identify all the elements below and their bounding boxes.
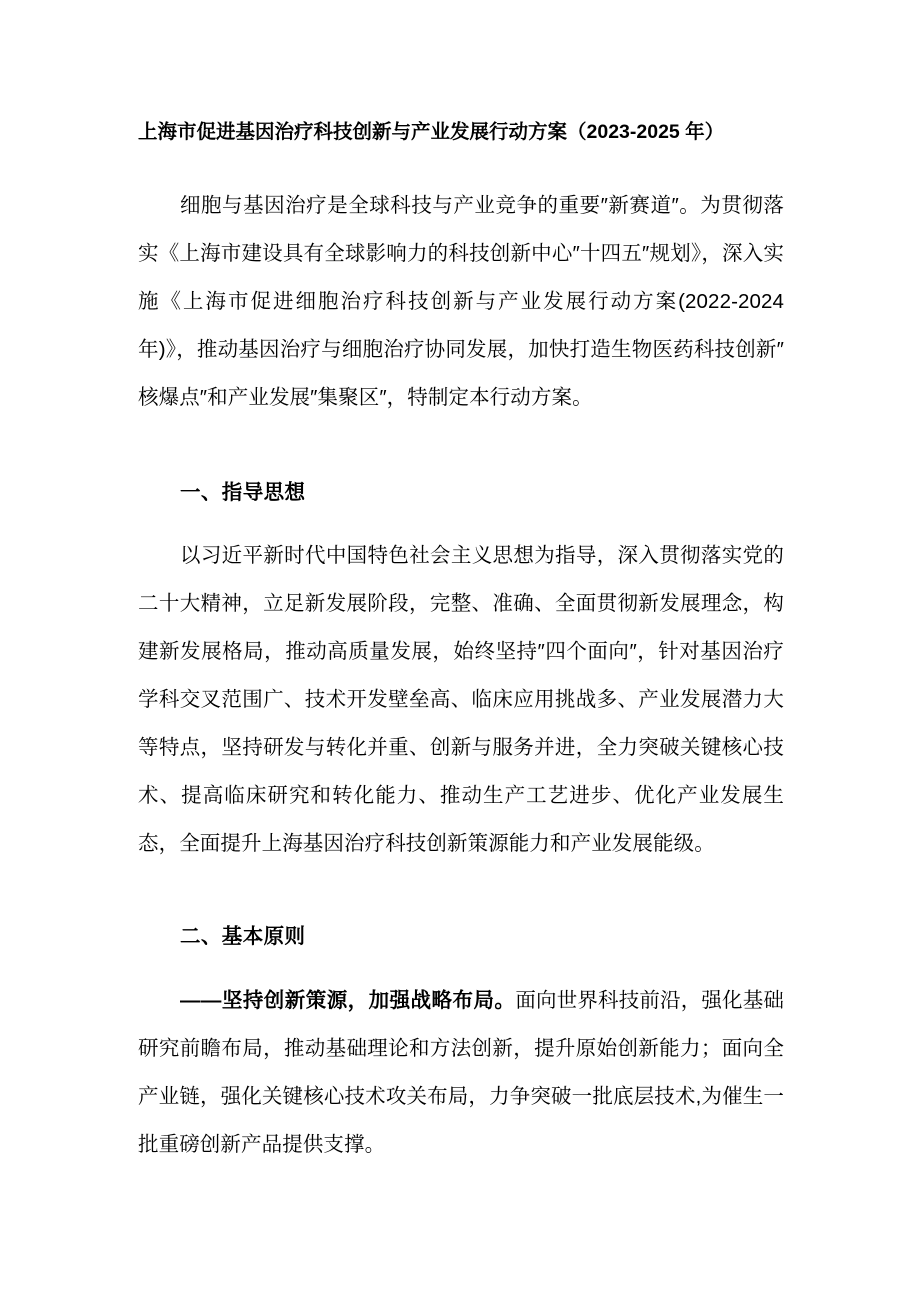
section-heading-basic-principles: 二、基本原则 [180,925,306,948]
spacer [138,961,784,977]
document-body [138,118,784,1169]
principle-paragraph-innovation-source [138,977,784,1169]
spacer [138,868,784,913]
page-title: 上海市促进基因治疗科技创新与产业发展行动方案（2023-2025 年） [138,121,725,143]
preamble-paragraph: 细胞与基因治疗是全球科技与产业竞争的重要″新赛道″。为贯彻落实《上海市建设具有全球影响力的科技创新中心″十四五″规划》，深入实施《上海市促进细胞治疗科技创新与产业发展行动方案(2022-2024 年)》，推动基因治疗与细胞治疗协同发展，加快打造生物医药科技创新″核爆点″和产业发展″集聚区″，特制定本行动方案。 [138,194,784,409]
spacer [138,517,784,532]
spacer [138,422,784,469]
principle-body-text: 面向世界科技前沿，强化基础研究前瞻布局，推动基础理论和方法创新，提升原始创新能力；面向全产业链，强化关键核心技术攻关布局，力争突破一批底层技术,为催生一批重磅创新产品提供支撑。 [138,989,784,1156]
section-heading-guiding-thought: 一、指导思想 [180,481,306,504]
section-body-guiding-thought: 以习近平新时代中国特色社会主义思想为指导，深入贯彻落实党的二十大精神，立足新发展阶段，完整、准确、全面贯彻新发展理念，构建新发展格局，推动高质量发展，始终坚持″四个面向″，针对基因治疗学科交叉范围广、技术开发壁垒高、临床应用挑战多、产业发展潜力大等特点，坚持研发与转化并重、创新与服务并进，全力突破关键核心技术、提高临床研究和转化能力、推动生产工艺进步、优化产业发展生态，全面提升上海基因治疗科技创新策源能力和产业发展能级。 [138,544,784,855]
principle-lead-in: ——坚持创新策源，加强战略布局。 [180,989,516,1012]
spacer [138,146,784,182]
